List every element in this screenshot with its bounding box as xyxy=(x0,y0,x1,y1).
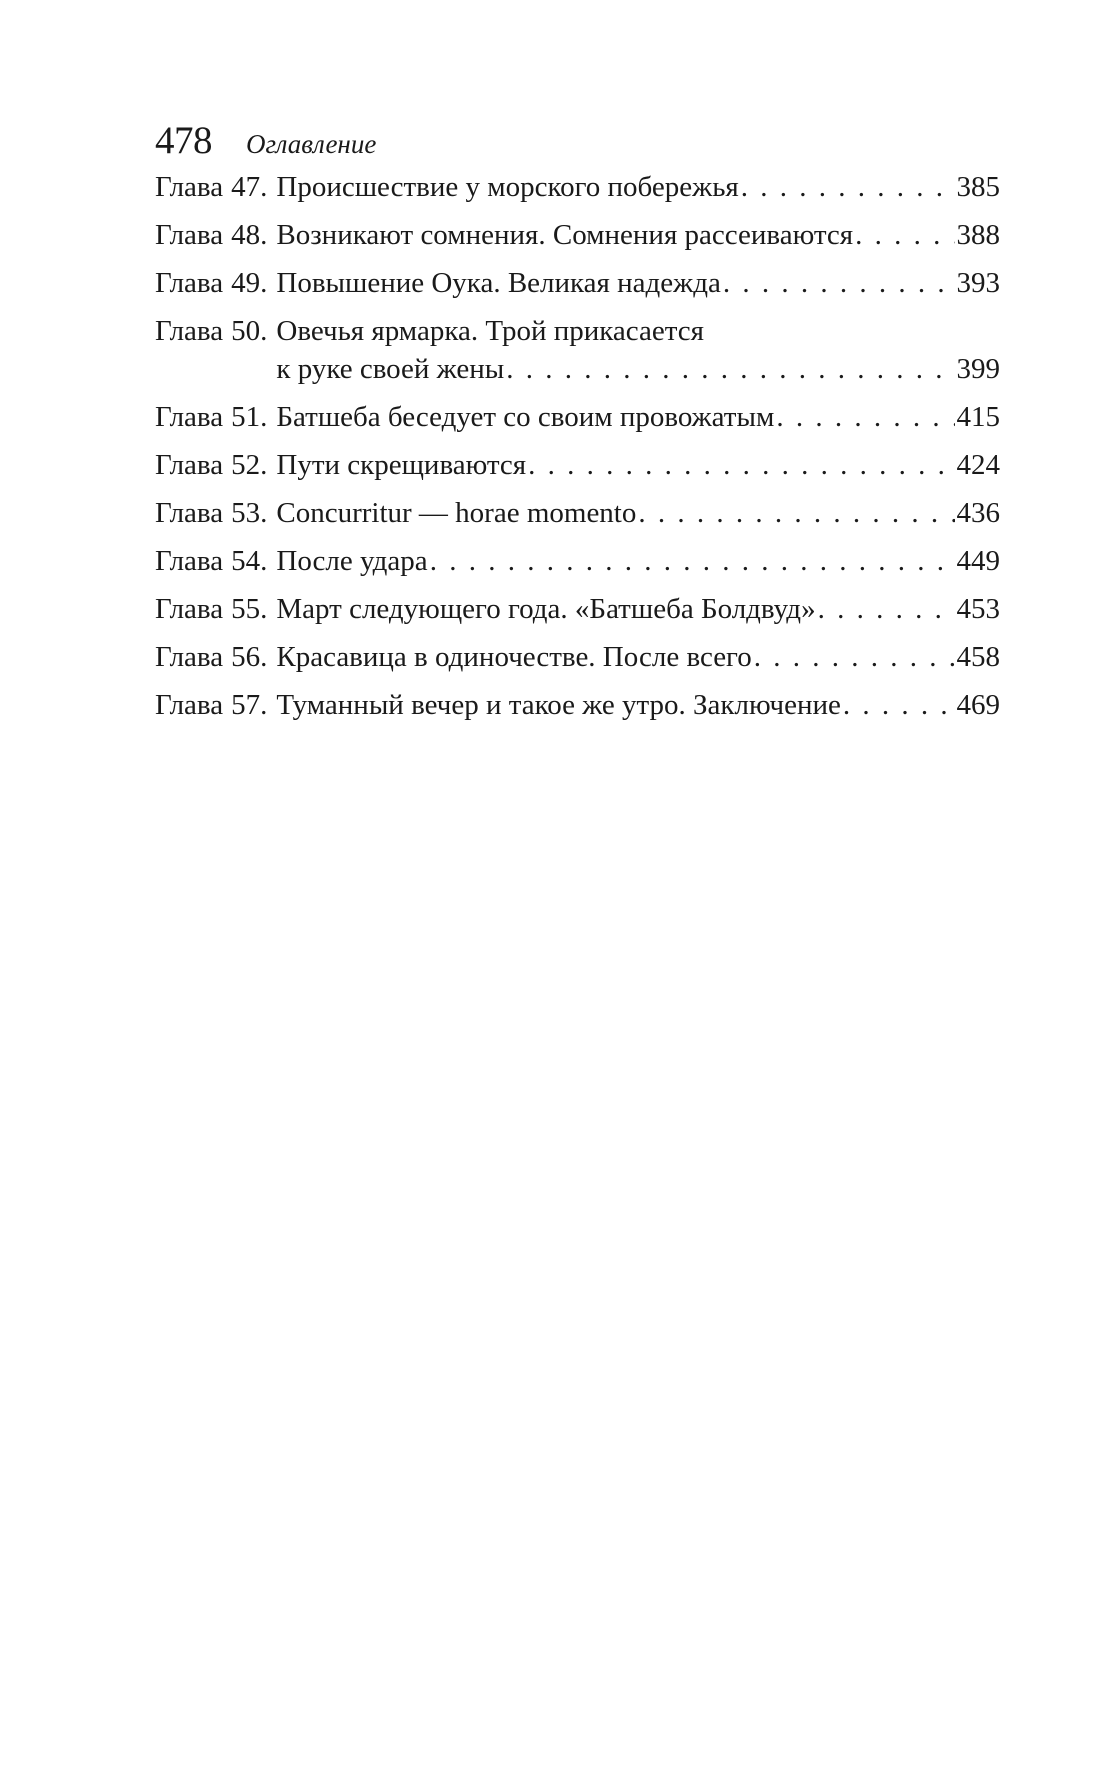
dot-leader xyxy=(723,264,955,302)
chapter-title: Овечья ярмарка. Трой прикасается xyxy=(276,315,704,347)
chapter-title-block xyxy=(276,398,1000,436)
chapter-title: Возникают сомнения. Сомнения рассеиваются xyxy=(276,219,854,251)
chapter-title-block xyxy=(276,312,1000,388)
dot-leader xyxy=(506,350,954,388)
table-of-contents xyxy=(155,168,1000,724)
chapter-title: Пути скрещиваются xyxy=(276,449,527,481)
chapter-title-block xyxy=(276,216,1000,254)
toc-entry xyxy=(155,446,1000,484)
chapter-number: 49. xyxy=(231,267,268,299)
chapter-title-line xyxy=(276,446,1000,484)
toc-entry xyxy=(155,494,1000,532)
chapter-title-line xyxy=(276,590,1000,628)
chapter-title-block xyxy=(276,168,1000,206)
chapter-label xyxy=(155,446,267,484)
chapter-word: Глава xyxy=(155,267,224,299)
chapter-title-line xyxy=(276,216,1000,254)
toc-entry xyxy=(155,216,1000,254)
chapter-title-line xyxy=(276,168,1000,206)
chapter-word: Глава xyxy=(155,171,224,203)
chapter-page-number: 399 xyxy=(956,353,1000,385)
dot-leader xyxy=(430,542,955,580)
chapter-title-line xyxy=(276,686,1000,724)
chapter-number: 51. xyxy=(231,401,268,433)
chapter-title: Повышение Оука. Великая надежда xyxy=(276,267,721,299)
chapter-title-line xyxy=(276,638,1000,676)
chapter-page-number: 449 xyxy=(956,545,1000,577)
chapter-word: Глава xyxy=(155,497,224,529)
dot-leader xyxy=(776,398,954,436)
running-head xyxy=(155,118,1000,168)
chapter-title: Красавица в одиночестве. После всего xyxy=(276,641,752,673)
chapter-title-block xyxy=(276,264,1000,302)
chapter-number: 54. xyxy=(231,545,268,577)
page-number: 478 xyxy=(155,119,212,162)
chapter-label xyxy=(155,542,267,580)
dot-leader xyxy=(818,590,955,628)
chapter-title: Туманный вечер и такое же утро. Заключение xyxy=(276,689,841,721)
chapter-title: Батшеба беседует со своим провожатым xyxy=(276,401,775,433)
book-page xyxy=(155,118,1000,734)
chapter-label xyxy=(155,398,267,436)
chapter-title: Происшествие у морского побережья xyxy=(276,171,739,203)
chapter-word: Глава xyxy=(155,593,224,625)
chapter-page-number: 458 xyxy=(956,641,1000,673)
dot-leader xyxy=(855,216,954,254)
chapter-title: После удара xyxy=(276,545,428,577)
chapter-number: 55. xyxy=(231,593,268,625)
chapter-page-number: 424 xyxy=(956,449,1000,481)
chapter-page-number: 469 xyxy=(956,689,1000,721)
toc-entry xyxy=(155,398,1000,436)
toc-entry xyxy=(155,312,1000,388)
chapter-title-block xyxy=(276,638,1000,676)
chapter-title: Concurritur — horae momento xyxy=(276,497,637,529)
chapter-title-block xyxy=(276,590,1000,628)
dot-leader xyxy=(843,686,955,724)
chapter-title-line xyxy=(276,398,1000,436)
chapter-title-block xyxy=(276,542,1000,580)
toc-entry xyxy=(155,168,1000,206)
chapter-word: Глава xyxy=(155,219,224,251)
chapter-label xyxy=(155,264,267,302)
chapter-title: Март следующего года. «Батшеба Болдвуд» xyxy=(276,593,816,625)
chapter-title-line xyxy=(276,350,1000,388)
chapter-number: 57. xyxy=(231,689,268,721)
toc-entry xyxy=(155,638,1000,676)
dot-leader xyxy=(528,446,954,484)
toc-entry xyxy=(155,686,1000,724)
toc-entry xyxy=(155,542,1000,580)
dot-leader xyxy=(638,494,954,532)
chapter-title-line xyxy=(276,264,1000,302)
chapter-page-number: 385 xyxy=(956,171,1000,203)
chapter-word: Глава xyxy=(155,449,224,481)
toc-entry xyxy=(155,264,1000,302)
chapter-label xyxy=(155,638,267,676)
chapter-title-line xyxy=(276,312,1000,350)
chapter-page-number: 393 xyxy=(956,267,1000,299)
chapter-word: Глава xyxy=(155,689,224,721)
chapter-word: Глава xyxy=(155,545,224,577)
chapter-title-line xyxy=(276,542,1000,580)
chapter-title-block xyxy=(276,446,1000,484)
chapter-word: Глава xyxy=(155,315,224,347)
chapter-page-number: 453 xyxy=(956,593,1000,625)
toc-entry xyxy=(155,590,1000,628)
chapter-number: 52. xyxy=(231,449,268,481)
chapter-label xyxy=(155,216,267,254)
section-title: Оглавление xyxy=(246,129,377,159)
chapter-label xyxy=(155,312,267,388)
dot-leader xyxy=(754,638,955,676)
chapter-word: Глава xyxy=(155,641,224,673)
chapter-title-line xyxy=(276,494,1000,532)
chapter-label xyxy=(155,590,267,628)
chapter-number: 50. xyxy=(231,315,268,347)
chapter-number: 47. xyxy=(231,171,268,203)
dot-leader xyxy=(741,168,955,206)
chapter-page-number: 436 xyxy=(956,497,1000,529)
chapter-title-block xyxy=(276,686,1000,724)
chapter-label xyxy=(155,494,267,532)
chapter-label xyxy=(155,168,267,206)
chapter-number: 53. xyxy=(231,497,268,529)
chapter-title-block xyxy=(276,494,1000,532)
chapter-word: Глава xyxy=(155,401,224,433)
chapter-label xyxy=(155,686,267,724)
chapter-page-number: 388 xyxy=(956,219,1000,251)
chapter-title: к руке своей жены xyxy=(276,353,505,385)
chapter-number: 56. xyxy=(231,641,268,673)
chapter-number: 48. xyxy=(231,219,268,251)
chapter-page-number: 415 xyxy=(956,401,1000,433)
